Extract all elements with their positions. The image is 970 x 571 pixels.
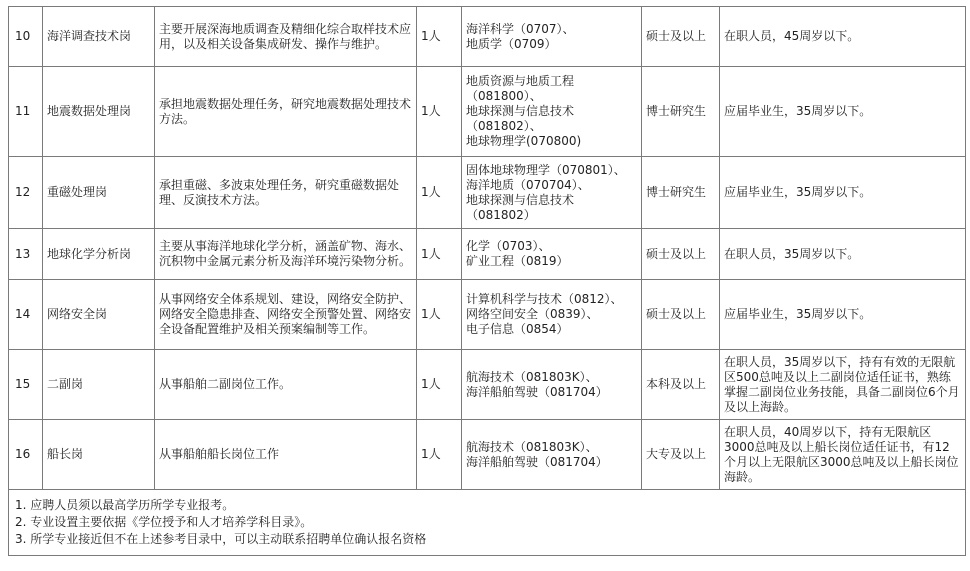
row-number: 15 bbox=[9, 350, 43, 420]
position-name: 重磁处理岗 bbox=[43, 157, 155, 229]
notes-cell bbox=[9, 490, 966, 556]
other-requirements: 应届毕业生，35周岁以下。 bbox=[720, 67, 966, 157]
major-item: 海洋船舶驾驶（081704） bbox=[466, 384, 608, 399]
major-item: 固体地球物理学（070801）、 bbox=[466, 162, 626, 177]
job-duties: 主要开展深海地质调查及精细化综合取样技术应用，以及相关设备集成研发、操作与维护。 bbox=[155, 7, 417, 67]
table-row bbox=[9, 7, 966, 67]
major-item: 海洋地质（070704）、 bbox=[466, 177, 590, 192]
job-duties: 承担地震数据处理任务，研究地震数据处理技术方法。 bbox=[155, 67, 417, 157]
position-name: 地球化学分析岗 bbox=[43, 229, 155, 280]
table-row bbox=[9, 350, 966, 420]
job-duties: 从事船舶船长岗位工作 bbox=[155, 420, 417, 490]
major-item: 海洋船舶驾驶（081704） bbox=[466, 454, 608, 469]
job-duties: 从事网络安全体系规划、建设，网络安全防护、网络安全隐患排查、网络安全预警处置、网络安全设备配置维护及相关预案编制等工作。 bbox=[155, 280, 417, 350]
other-requirements: 应届毕业生，35周岁以下。 bbox=[720, 157, 966, 229]
education-level: 硕士及以上 bbox=[642, 280, 720, 350]
major-item: 地质学（0709） bbox=[466, 36, 557, 51]
job-duties: 从事船舶二副岗位工作。 bbox=[155, 350, 417, 420]
recruitment-table bbox=[8, 6, 966, 556]
other-requirements: 应届毕业生，35周岁以下。 bbox=[720, 280, 966, 350]
notes-row bbox=[9, 490, 966, 556]
major-requirements bbox=[462, 420, 642, 490]
education-level: 本科及以上 bbox=[642, 350, 720, 420]
position-name: 网络安全岗 bbox=[43, 280, 155, 350]
position-name: 地震数据处理岗 bbox=[43, 67, 155, 157]
major-item: 矿业工程（0819） bbox=[466, 254, 569, 268]
other-requirements: 在职人员，35周岁以下，持有有效的无限航区500总吨及以上二副岗位适任证书，熟练掌握二副岗位业务技能，具备二副岗位6个月及以上海龄。 bbox=[720, 350, 966, 420]
position-name: 二副岗 bbox=[43, 350, 155, 420]
hiring-count: 1人 bbox=[417, 67, 462, 157]
note-line: 1. 应聘人员须以最高学历所学专业报考。 bbox=[15, 498, 235, 512]
education-level: 硕士及以上 bbox=[642, 229, 720, 280]
other-requirements: 在职人员，45周岁以下。 bbox=[720, 7, 966, 67]
hiring-count: 1人 bbox=[417, 280, 462, 350]
row-number: 10 bbox=[9, 7, 43, 67]
education-level: 大专及以上 bbox=[642, 420, 720, 490]
major-item: 计算机科学与技术（0812）、 bbox=[466, 292, 623, 306]
major-requirements bbox=[462, 280, 642, 350]
row-number: 13 bbox=[9, 229, 43, 280]
position-name: 船长岗 bbox=[43, 420, 155, 490]
major-requirements bbox=[462, 157, 642, 229]
hiring-count: 1人 bbox=[417, 420, 462, 490]
major-item: 航海技术（081803K）、 bbox=[466, 439, 598, 454]
major-requirements bbox=[462, 350, 642, 420]
major-item: 地球探测与信息技术（081802） bbox=[466, 192, 575, 222]
other-requirements: 在职人员，40周岁以下，持有无限航区3000总吨及以上船长岗位适任证书，有12个月以上无限航区3000总吨及以上船长岗位海龄。 bbox=[720, 420, 966, 490]
row-number: 12 bbox=[9, 157, 43, 229]
major-item: 网络空间安全（0839）、 bbox=[466, 307, 599, 321]
table-row bbox=[9, 67, 966, 157]
education-level: 博士研究生 bbox=[642, 67, 720, 157]
hiring-count: 1人 bbox=[417, 7, 462, 67]
position-name: 海洋调查技术岗 bbox=[43, 7, 155, 67]
major-item: 航海技术（081803K）、 bbox=[466, 369, 598, 384]
education-level: 博士研究生 bbox=[642, 157, 720, 229]
table-row bbox=[9, 420, 966, 490]
row-number: 14 bbox=[9, 280, 43, 350]
major-item: 地球探测与信息技术（081802）、 bbox=[466, 104, 575, 133]
major-item: 海洋科学（0707）、 bbox=[466, 21, 575, 36]
table-row bbox=[9, 229, 966, 280]
other-requirements: 在职人员，35周岁以下。 bbox=[720, 229, 966, 280]
note-line: 3. 所学专业接近但不在上述参考目录中，可以主动联系招聘单位确认报名资格 bbox=[15, 532, 427, 546]
major-item: 电子信息（0854） bbox=[466, 322, 569, 336]
row-number: 16 bbox=[9, 420, 43, 490]
hiring-count: 1人 bbox=[417, 157, 462, 229]
major-requirements bbox=[462, 229, 642, 280]
major-requirements bbox=[462, 7, 642, 67]
major-item: 地质资源与地质工程（081800）、 bbox=[466, 74, 575, 103]
hiring-count: 1人 bbox=[417, 229, 462, 280]
major-item: 地球物理学(070800) bbox=[466, 134, 582, 148]
education-level: 硕士及以上 bbox=[642, 7, 720, 67]
major-requirements bbox=[462, 67, 642, 157]
hiring-count: 1人 bbox=[417, 350, 462, 420]
table-row bbox=[9, 157, 966, 229]
note-line: 2. 专业设置主要依据《学位授予和人才培养学科目录》。 bbox=[15, 515, 313, 529]
row-number: 11 bbox=[9, 67, 43, 157]
table-row bbox=[9, 280, 966, 350]
major-item: 化学（0703）、 bbox=[466, 239, 551, 253]
job-duties: 承担重磁、多波束处理任务，研究重磁数据处理、反演技术方法。 bbox=[155, 157, 417, 229]
job-duties: 主要从事海洋地球化学分析，涵盖矿物、海水、沉积物中金属元素分析及海洋环境污染物分析。 bbox=[155, 229, 417, 280]
